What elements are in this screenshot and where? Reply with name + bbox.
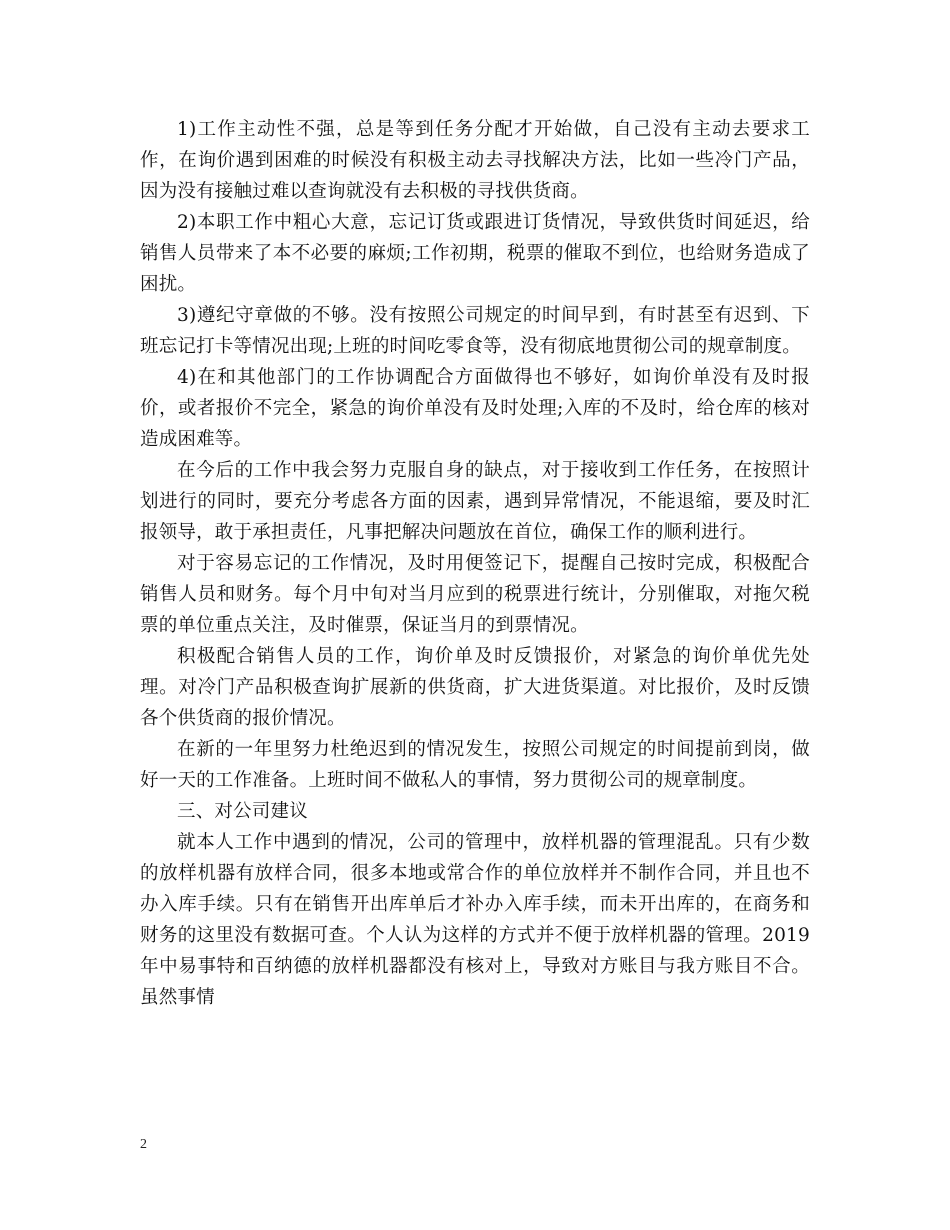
paragraph-issue-1: 1)工作主动性不强，总是等到任务分配才开始做，自己没有主动去要求工作，在询价遇到困难的时候没有积极主动去寻找解决方法，比如一些冷门产品，因为没有接触过难以查询就没有去积极的寻找供货商。 bbox=[140, 119, 810, 202]
paragraph-issue-2: 2)本职工作中粗心大意，忘记订货或跟进订货情况，导致供货时间延迟，给销售人员带来了本不必要的麻烦;工作初期，税票的催取不到位，也给财务造成了困扰。 bbox=[140, 212, 810, 295]
page-number: 2 bbox=[140, 1137, 147, 1152]
paragraph-improvement-plan: 在今后的工作中我会努力克服自身的缺点，对于接收到工作任务，在按照计划进行的同时，要充分考虑各方面的因素，遇到异常情况，不能退缩，要及时汇报领导，敢于承担责任，凡事把解决问题放在首位，确保工作的顺利进行。 bbox=[140, 460, 810, 543]
paragraph-issue-3: 3)遵纪守章做的不够。没有按照公司规定的时间早到，有时甚至有迟到、下班忘记打卡等情况出现;上班的时间吃零食等，没有彻底地贯彻公司的规章制度。 bbox=[140, 305, 810, 357]
paragraph-punctuality: 在新的一年里努力杜绝迟到的情况发生，按照公司规定的时间提前到岗，做好一天的工作准备。上班时间不做私人的事情，努力贯彻公司的规章制度。 bbox=[140, 739, 810, 791]
paragraph-suggestion: 就本人工作中遇到的情况，公司的管理中，放样机器的管理混乱。只有少数的放样机器有放样合同，很多本地或常合作的单位放样并不制作合同，并且也不办入库手续。只有在销售开出库单后才补办入库手续，而未开出库的，在商务和财务的这里没有数据可查。个人认为这样的方式并不便于放样机器的管理。2019年中易事特和百纳德的放样机器都没有核对上，导致对方账目与我方账目不合。虽然事情 bbox=[140, 832, 810, 1008]
section-heading-suggestions: 三、对公司建议 bbox=[177, 801, 308, 822]
document-body bbox=[140, 114, 810, 1013]
paragraph-sales-cooperation: 积极配合销售人员的工作，询价单及时反馈报价，对紧急的询价单优先处理。对冷门产品积极查询扩展新的供货商，扩大进货渠道。对比报价，及时反馈各个供货商的报价情况。 bbox=[140, 646, 810, 729]
paragraph-reminder-plan: 对于容易忘记的工作情况，及时用便签记下，提醒自己按时完成，积极配合销售人员和财务。每个月中旬对当月应到的税票进行统计，分别催取，对拖欠税票的单位重点关注，及时催票，保证当月的到票情况。 bbox=[140, 553, 810, 636]
paragraph-issue-4: 4)在和其他部门的工作协调配合方面做得也不够好，如询价单没有及时报价，或者报价不完全，紧急的询价单没有及时处理;入库的不及时，给仓库的核对造成困难等。 bbox=[140, 367, 810, 450]
